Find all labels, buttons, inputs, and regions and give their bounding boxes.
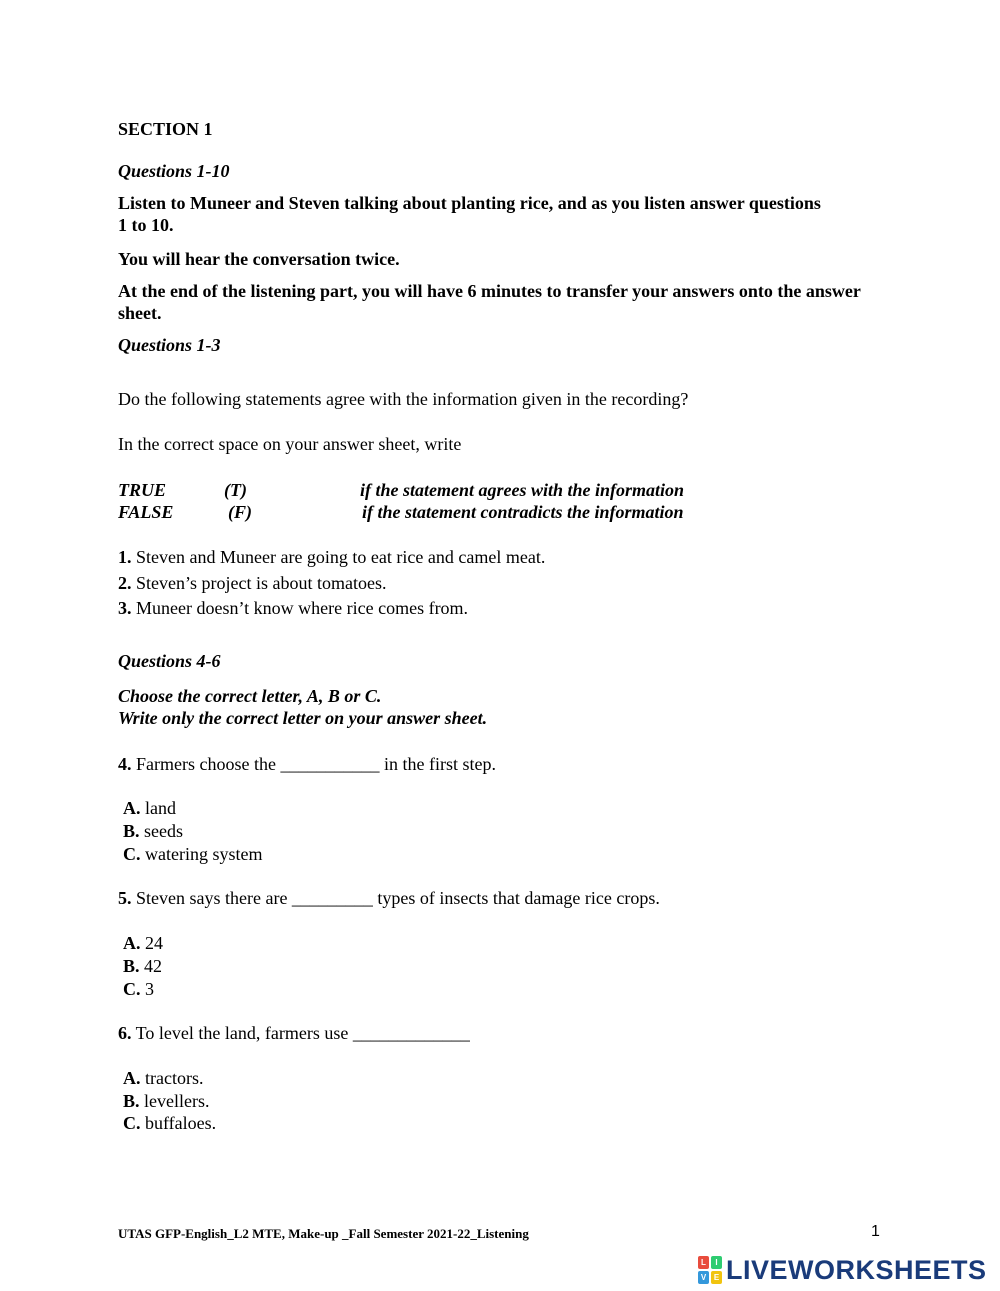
liveworksheets-logo xyxy=(698,1256,987,1284)
key-false-meaning: if the statement contradicts the information xyxy=(362,502,684,522)
key-false-abbr: (F) xyxy=(228,502,252,522)
logo-letter: L xyxy=(698,1256,709,1269)
question-text: Farmers choose the ___________ in the first step. xyxy=(131,754,496,774)
q6-option-a xyxy=(123,1067,203,1089)
logo-text: LIVEWORKSHEETS xyxy=(726,1254,987,1285)
option-text: watering system xyxy=(140,844,263,864)
question-number: 6. xyxy=(118,1023,132,1043)
key-true-meaning: if the statement agrees with the information xyxy=(360,480,685,500)
statement-number: 3. xyxy=(118,598,132,618)
logo-letter: V xyxy=(698,1271,709,1284)
q5-option-c xyxy=(123,978,154,1000)
option-text: 42 xyxy=(139,956,163,976)
statement-text: Steven’s project is about tomatoes. xyxy=(131,573,387,593)
statement-text: Steven and Muneer are going to eat rice and camel meat. xyxy=(131,547,546,567)
option-letter: B. xyxy=(123,821,140,841)
q4-option-b xyxy=(123,820,183,842)
statement-number: 2. xyxy=(118,573,132,593)
option-text: 24 xyxy=(140,933,163,953)
q5-option-b xyxy=(123,955,162,977)
question-text: To level the land, farmers use _____________ xyxy=(131,1023,470,1043)
logo-letter: E xyxy=(711,1271,722,1284)
key-false-word: FALSE xyxy=(118,502,174,522)
part2-instruction-2: Write only the correct letter on your answer sheet. xyxy=(118,708,488,728)
option-text: levellers. xyxy=(139,1091,210,1111)
question-number: 4. xyxy=(118,754,132,774)
option-letter: C. xyxy=(123,979,141,999)
part2-instruction-1: Choose the correct letter, A, B or C. xyxy=(118,686,382,706)
question-number: 5. xyxy=(118,888,132,908)
part2-heading: Questions 4-6 xyxy=(118,651,221,671)
q5-option-a xyxy=(123,932,163,954)
logo-letter: I xyxy=(711,1256,722,1269)
question-text: Steven says there are _________ types of insects that damage rice crops. xyxy=(131,888,660,908)
statement-1 xyxy=(118,546,545,568)
part1-prompt2: In the correct space on your answer sheet, write xyxy=(118,434,462,454)
option-text: land xyxy=(140,798,176,818)
footer-text: UTAS GFP-English_L2 MTE, Make-up _Fall Semester 2021-22_Listening xyxy=(118,1226,529,1241)
section-title: SECTION 1 xyxy=(118,119,213,139)
q4-option-a xyxy=(123,797,176,819)
option-letter: A. xyxy=(123,798,141,818)
option-letter: B. xyxy=(123,1091,140,1111)
statement-2 xyxy=(118,572,386,594)
part1-heading: Questions 1-3 xyxy=(118,335,221,355)
option-letter: A. xyxy=(123,933,141,953)
part1-prompt: Do the following statements agree with the information given in the recording? xyxy=(118,389,689,409)
statement-number: 1. xyxy=(118,547,132,567)
question-5 xyxy=(118,887,660,909)
q6-option-c xyxy=(123,1112,216,1134)
option-text: seeds xyxy=(139,821,184,841)
option-text: 3 xyxy=(140,979,154,999)
statement-3 xyxy=(118,597,468,619)
questions-range-heading: Questions 1-10 xyxy=(118,161,230,181)
option-letter: A. xyxy=(123,1068,141,1088)
instruction-listen: Listen to Muneer and Steven talking about planting rice, and as you listen answer questions 1 to 10. xyxy=(118,193,821,235)
option-letter: C. xyxy=(123,844,141,864)
instruction-transfer: At the end of the listening part, you will have 6 minutes to transfer your answers onto the answer sheet. xyxy=(118,281,861,323)
q6-option-b xyxy=(123,1090,210,1112)
option-text: tractors. xyxy=(140,1068,204,1088)
q4-option-c xyxy=(123,843,262,865)
page-number: 1 xyxy=(871,1223,880,1240)
option-letter: B. xyxy=(123,956,140,976)
key-true-abbr: (T) xyxy=(224,480,247,500)
logo-grid-icon xyxy=(698,1256,722,1284)
key-true-word: TRUE xyxy=(118,480,167,500)
option-text: buffaloes. xyxy=(140,1113,217,1133)
statement-text: Muneer doesn’t know where rice comes from. xyxy=(131,598,469,618)
question-6 xyxy=(118,1022,470,1044)
instruction-twice: You will hear the conversation twice. xyxy=(118,249,400,269)
option-letter: C. xyxy=(123,1113,141,1133)
question-4 xyxy=(118,753,496,775)
